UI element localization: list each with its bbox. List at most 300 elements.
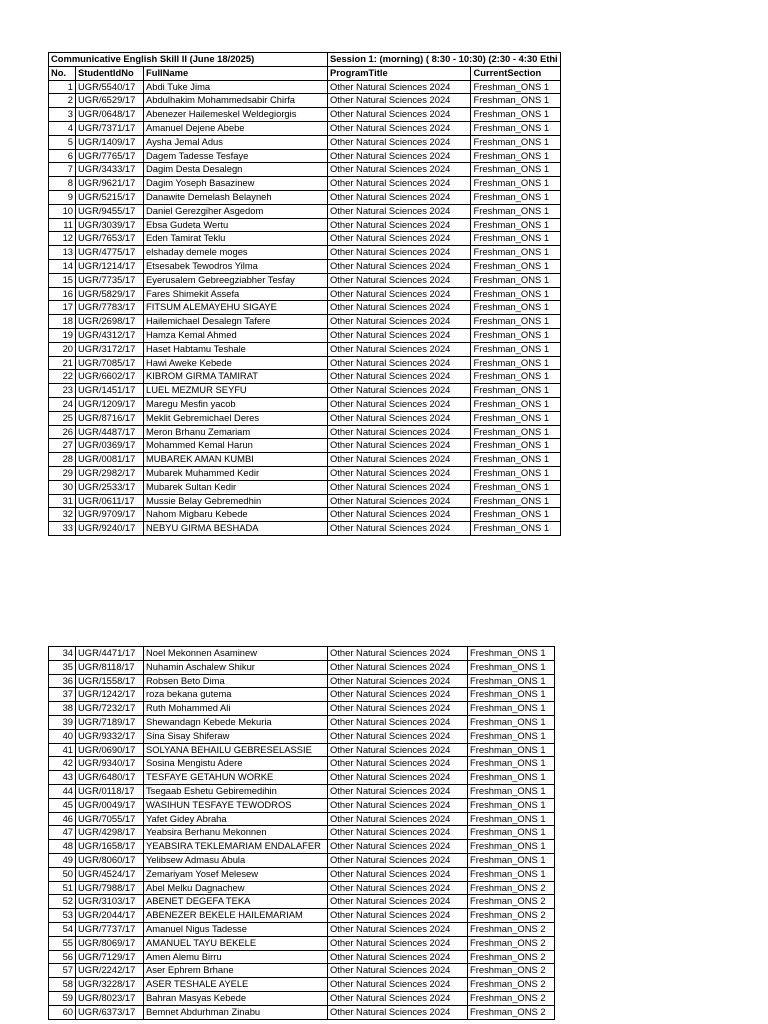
cell-student-id[interactable]: UGR/8069/17 bbox=[76, 936, 144, 950]
cell-current-section[interactable]: Freshman_ONS 1 bbox=[471, 259, 560, 273]
cell-program-title[interactable]: Other Natural Sciences 2024 bbox=[328, 922, 468, 936]
cell-student-id[interactable]: UGR/2698/17 bbox=[76, 315, 144, 329]
cell-program-title[interactable]: Other Natural Sciences 2024 bbox=[328, 647, 468, 661]
cell-program-title[interactable]: Other Natural Sciences 2024 bbox=[328, 909, 468, 923]
cell-full-name[interactable]: Haset Habtamu Teshale bbox=[144, 342, 328, 356]
cell-no[interactable]: 49 bbox=[49, 853, 76, 867]
cell-current-section[interactable]: Freshman_ONS 2 bbox=[468, 881, 555, 895]
cell-program-title[interactable]: Other Natural Sciences 2024 bbox=[328, 232, 471, 246]
cell-current-section[interactable]: Freshman_ONS 1 bbox=[471, 439, 560, 453]
cell-current-section[interactable]: Freshman_ONS 1 bbox=[471, 177, 560, 191]
cell-full-name[interactable]: Meron Brhanu Zemariam bbox=[144, 425, 328, 439]
cell-current-section[interactable]: Freshman_ONS 1 bbox=[471, 108, 560, 122]
cell-full-name[interactable]: ASER TESHALE AYELE bbox=[144, 978, 328, 992]
cell-no[interactable]: 51 bbox=[49, 881, 76, 895]
cell-current-section[interactable]: Freshman_ONS 1 bbox=[471, 190, 560, 204]
cell-full-name[interactable]: AMANUEL TAYU BEKELE bbox=[144, 936, 328, 950]
cell-no[interactable]: 21 bbox=[49, 356, 76, 370]
cell-current-section[interactable]: Freshman_ONS 1 bbox=[471, 370, 560, 384]
cell-student-id[interactable]: UGR/9621/17 bbox=[76, 177, 144, 191]
cell-student-id[interactable]: UGR/7988/17 bbox=[76, 881, 144, 895]
cell-program-title[interactable]: Other Natural Sciences 2024 bbox=[328, 108, 471, 122]
cell-current-section[interactable]: Freshman_ONS 1 bbox=[471, 508, 560, 522]
cell-program-title[interactable]: Other Natural Sciences 2024 bbox=[328, 287, 471, 301]
cell-full-name[interactable]: Mubarek Muhammed Kedir bbox=[144, 466, 328, 480]
cell-current-section[interactable]: Freshman_ONS 1 bbox=[471, 411, 560, 425]
cell-program-title[interactable]: Other Natural Sciences 2024 bbox=[328, 674, 468, 688]
cell-no[interactable]: 27 bbox=[49, 439, 76, 453]
cell-student-id[interactable]: UGR/0118/17 bbox=[76, 784, 144, 798]
cell-full-name[interactable]: Eyerusalem Gebreegziabher Tesfay bbox=[144, 273, 328, 287]
cell-no[interactable]: 19 bbox=[49, 328, 76, 342]
cell-full-name[interactable]: Hawi Aweke Kebede bbox=[144, 356, 328, 370]
cell-full-name[interactable]: Hailemichael Desalegn Tafere bbox=[144, 315, 328, 329]
cell-current-section[interactable]: Freshman_ONS 2 bbox=[468, 936, 555, 950]
cell-program-title[interactable]: Other Natural Sciences 2024 bbox=[328, 80, 471, 94]
cell-current-section[interactable]: Freshman_ONS 2 bbox=[468, 1005, 555, 1019]
cell-student-id[interactable]: UGR/0648/17 bbox=[76, 108, 144, 122]
cell-current-section[interactable]: Freshman_ONS 1 bbox=[471, 397, 560, 411]
cell-student-id[interactable]: UGR/5829/17 bbox=[76, 287, 144, 301]
cell-no[interactable]: 50 bbox=[49, 867, 76, 881]
cell-student-id[interactable]: UGR/7737/17 bbox=[76, 922, 144, 936]
cell-no[interactable]: 11 bbox=[49, 218, 76, 232]
cell-full-name[interactable]: SOLYANA BEHAILU GEBRESELASSIE bbox=[144, 743, 328, 757]
cell-student-id[interactable]: UGR/4775/17 bbox=[76, 246, 144, 260]
cell-current-section[interactable]: Freshman_ONS 1 bbox=[468, 798, 555, 812]
cell-no[interactable]: 2 bbox=[49, 94, 76, 108]
cell-program-title[interactable]: Other Natural Sciences 2024 bbox=[328, 384, 471, 398]
header-current-section[interactable]: CurrentSection bbox=[471, 66, 560, 80]
cell-current-section[interactable]: Freshman_ONS 1 bbox=[471, 328, 560, 342]
cell-no[interactable]: 30 bbox=[49, 480, 76, 494]
cell-current-section[interactable]: Freshman_ONS 1 bbox=[471, 494, 560, 508]
cell-full-name[interactable]: WASIHUN TESFAYE TEWODROS bbox=[144, 798, 328, 812]
header-program-title[interactable]: ProgramTitle bbox=[328, 66, 471, 80]
cell-program-title[interactable]: Other Natural Sciences 2024 bbox=[328, 853, 468, 867]
cell-full-name[interactable]: ABENEZER BEKELE HAILEMARIAM bbox=[144, 909, 328, 923]
cell-no[interactable]: 26 bbox=[49, 425, 76, 439]
cell-program-title[interactable]: Other Natural Sciences 2024 bbox=[328, 757, 468, 771]
cell-program-title[interactable]: Other Natural Sciences 2024 bbox=[328, 315, 471, 329]
cell-full-name[interactable]: MUBAREK AMAN KUMBI bbox=[144, 453, 328, 467]
cell-full-name[interactable]: YEABSIRA TEKLEMARIAM ENDALAFER bbox=[144, 840, 328, 854]
cell-no[interactable]: 37 bbox=[49, 688, 76, 702]
cell-current-section[interactable]: Freshman_ONS 1 bbox=[468, 660, 555, 674]
cell-no[interactable]: 10 bbox=[49, 204, 76, 218]
cell-program-title[interactable]: Other Natural Sciences 2024 bbox=[328, 991, 468, 1005]
cell-full-name[interactable]: ABENET DEGEFA TEKA bbox=[144, 895, 328, 909]
cell-full-name[interactable]: Daniel Gerezgiher Asgedom bbox=[144, 204, 328, 218]
cell-no[interactable]: 3 bbox=[49, 108, 76, 122]
cell-student-id[interactable]: UGR/9455/17 bbox=[76, 204, 144, 218]
cell-student-id[interactable]: UGR/1451/17 bbox=[76, 384, 144, 398]
cell-program-title[interactable]: Other Natural Sciences 2024 bbox=[328, 895, 468, 909]
cell-program-title[interactable]: Other Natural Sciences 2024 bbox=[328, 688, 468, 702]
cell-no[interactable]: 24 bbox=[49, 397, 76, 411]
cell-current-section[interactable]: Freshman_ONS 1 bbox=[471, 149, 560, 163]
cell-full-name[interactable]: Noel Mekonnen Asaminew bbox=[144, 647, 328, 661]
cell-current-section[interactable]: Freshman_ONS 1 bbox=[468, 688, 555, 702]
header-student-id[interactable]: StudentIdNo bbox=[76, 66, 144, 80]
cell-no[interactable]: 42 bbox=[49, 757, 76, 771]
cell-program-title[interactable]: Other Natural Sciences 2024 bbox=[328, 771, 468, 785]
cell-program-title[interactable]: Other Natural Sciences 2024 bbox=[328, 660, 468, 674]
cell-no[interactable]: 23 bbox=[49, 384, 76, 398]
cell-current-section[interactable]: Freshman_ONS 1 bbox=[468, 812, 555, 826]
cell-student-id[interactable]: UGR/3172/17 bbox=[76, 342, 144, 356]
cell-no[interactable]: 22 bbox=[49, 370, 76, 384]
cell-program-title[interactable]: Other Natural Sciences 2024 bbox=[328, 121, 471, 135]
cell-program-title[interactable]: Other Natural Sciences 2024 bbox=[328, 950, 468, 964]
cell-program-title[interactable]: Other Natural Sciences 2024 bbox=[328, 480, 471, 494]
cell-student-id[interactable]: UGR/3039/17 bbox=[76, 218, 144, 232]
cell-student-id[interactable]: UGR/7765/17 bbox=[76, 149, 144, 163]
cell-no[interactable]: 43 bbox=[49, 771, 76, 785]
cell-no[interactable]: 7 bbox=[49, 163, 76, 177]
cell-full-name[interactable]: Yafet Gidey Abraha bbox=[144, 812, 328, 826]
cell-program-title[interactable]: Other Natural Sciences 2024 bbox=[328, 177, 471, 191]
cell-program-title[interactable]: Other Natural Sciences 2024 bbox=[328, 425, 471, 439]
cell-current-section[interactable]: Freshman_ONS 1 bbox=[471, 301, 560, 315]
cell-current-section[interactable]: Freshman_ONS 1 bbox=[471, 453, 560, 467]
cell-current-section[interactable]: Freshman_ONS 1 bbox=[471, 80, 560, 94]
cell-no[interactable]: 28 bbox=[49, 453, 76, 467]
cell-student-id[interactable]: UGR/4524/17 bbox=[76, 867, 144, 881]
cell-student-id[interactable]: UGR/0049/17 bbox=[76, 798, 144, 812]
cell-full-name[interactable]: Mohammed Kemal Harun bbox=[144, 439, 328, 453]
cell-current-section[interactable]: Freshman_ONS 2 bbox=[468, 991, 555, 1005]
cell-full-name[interactable]: Tsegaab Eshetu Gebiremedihin bbox=[144, 784, 328, 798]
cell-student-id[interactable]: UGR/7653/17 bbox=[76, 232, 144, 246]
cell-current-section[interactable]: Freshman_ONS 1 bbox=[468, 853, 555, 867]
cell-student-id[interactable]: UGR/6480/17 bbox=[76, 771, 144, 785]
cell-current-section[interactable]: Freshman_ONS 1 bbox=[468, 715, 555, 729]
cell-no[interactable]: 15 bbox=[49, 273, 76, 287]
cell-no[interactable]: 20 bbox=[49, 342, 76, 356]
cell-program-title[interactable]: Other Natural Sciences 2024 bbox=[328, 453, 471, 467]
cell-program-title[interactable]: Other Natural Sciences 2024 bbox=[328, 881, 468, 895]
cell-full-name[interactable]: Ruth Mohammed Ali bbox=[144, 702, 328, 716]
cell-full-name[interactable]: Dagim Yoseph Basazinew bbox=[144, 177, 328, 191]
cell-no[interactable]: 33 bbox=[49, 522, 76, 536]
cell-no[interactable]: 40 bbox=[49, 729, 76, 743]
cell-student-id[interactable]: UGR/7371/17 bbox=[76, 121, 144, 135]
cell-no[interactable]: 18 bbox=[49, 315, 76, 329]
cell-no[interactable]: 29 bbox=[49, 466, 76, 480]
cell-program-title[interactable]: Other Natural Sciences 2024 bbox=[328, 522, 471, 536]
cell-student-id[interactable]: UGR/1214/17 bbox=[76, 259, 144, 273]
cell-full-name[interactable]: Ebsa Gudeta Wertu bbox=[144, 218, 328, 232]
cell-full-name[interactable]: Nuhamin Aschalew Shikur bbox=[144, 660, 328, 674]
cell-full-name[interactable]: roza bekana gutema bbox=[144, 688, 328, 702]
cell-program-title[interactable]: Other Natural Sciences 2024 bbox=[328, 840, 468, 854]
cell-no[interactable]: 16 bbox=[49, 287, 76, 301]
cell-program-title[interactable]: Other Natural Sciences 2024 bbox=[328, 163, 471, 177]
cell-program-title[interactable]: Other Natural Sciences 2024 bbox=[328, 1005, 468, 1019]
cell-student-id[interactable]: UGR/2242/17 bbox=[76, 964, 144, 978]
cell-student-id[interactable]: UGR/4312/17 bbox=[76, 328, 144, 342]
cell-no[interactable]: 35 bbox=[49, 660, 76, 674]
cell-no[interactable]: 4 bbox=[49, 121, 76, 135]
cell-full-name[interactable]: Zemariyam Yosef Melesew bbox=[144, 867, 328, 881]
cell-no[interactable]: 44 bbox=[49, 784, 76, 798]
cell-current-section[interactable]: Freshman_ONS 1 bbox=[468, 647, 555, 661]
cell-no[interactable]: 46 bbox=[49, 812, 76, 826]
cell-program-title[interactable]: Other Natural Sciences 2024 bbox=[328, 729, 468, 743]
cell-program-title[interactable]: Other Natural Sciences 2024 bbox=[328, 411, 471, 425]
cell-current-section[interactable]: Freshman_ONS 2 bbox=[468, 909, 555, 923]
cell-no[interactable]: 38 bbox=[49, 702, 76, 716]
cell-no[interactable]: 48 bbox=[49, 840, 76, 854]
cell-current-section[interactable]: Freshman_ONS 1 bbox=[471, 135, 560, 149]
cell-current-section[interactable]: Freshman_ONS 1 bbox=[471, 425, 560, 439]
cell-student-id[interactable]: UGR/3433/17 bbox=[76, 163, 144, 177]
cell-full-name[interactable]: Danawite Demelash Belayneh bbox=[144, 190, 328, 204]
cell-full-name[interactable]: Nahom Migbaru Kebede bbox=[144, 508, 328, 522]
cell-full-name[interactable]: Eden Tamirat Teklu bbox=[144, 232, 328, 246]
cell-full-name[interactable]: NEBYU GIRMA BESHADA bbox=[144, 522, 328, 536]
cell-program-title[interactable]: Other Natural Sciences 2024 bbox=[328, 466, 471, 480]
cell-program-title[interactable]: Other Natural Sciences 2024 bbox=[328, 798, 468, 812]
cell-full-name[interactable]: Meklit Gebremichael Deres bbox=[144, 411, 328, 425]
cell-current-section[interactable]: Freshman_ONS 2 bbox=[468, 964, 555, 978]
cell-no[interactable]: 9 bbox=[49, 190, 76, 204]
cell-no[interactable]: 56 bbox=[49, 950, 76, 964]
cell-full-name[interactable]: KIBROM GIRMA TAMIRAT bbox=[144, 370, 328, 384]
cell-current-section[interactable]: Freshman_ONS 1 bbox=[471, 480, 560, 494]
cell-student-id[interactable]: UGR/1658/17 bbox=[76, 840, 144, 854]
cell-program-title[interactable]: Other Natural Sciences 2024 bbox=[328, 784, 468, 798]
cell-program-title[interactable]: Other Natural Sciences 2024 bbox=[328, 218, 471, 232]
cell-no[interactable]: 57 bbox=[49, 964, 76, 978]
cell-no[interactable]: 17 bbox=[49, 301, 76, 315]
cell-program-title[interactable]: Other Natural Sciences 2024 bbox=[328, 439, 471, 453]
cell-student-id[interactable]: UGR/7783/17 bbox=[76, 301, 144, 315]
cell-full-name[interactable]: Dagem Tadesse Tesfaye bbox=[144, 149, 328, 163]
cell-program-title[interactable]: Other Natural Sciences 2024 bbox=[328, 494, 471, 508]
cell-program-title[interactable]: Other Natural Sciences 2024 bbox=[328, 743, 468, 757]
cell-no[interactable]: 1 bbox=[49, 80, 76, 94]
cell-student-id[interactable]: UGR/1558/17 bbox=[76, 674, 144, 688]
cell-student-id[interactable]: UGR/1209/17 bbox=[76, 397, 144, 411]
cell-full-name[interactable]: Bahran Masyas Kebede bbox=[144, 991, 328, 1005]
cell-no[interactable]: 6 bbox=[49, 149, 76, 163]
cell-program-title[interactable]: Other Natural Sciences 2024 bbox=[328, 246, 471, 260]
cell-program-title[interactable]: Other Natural Sciences 2024 bbox=[328, 342, 471, 356]
cell-no[interactable]: 45 bbox=[49, 798, 76, 812]
cell-no[interactable]: 14 bbox=[49, 259, 76, 273]
cell-full-name[interactable]: Robsen Beto Dima bbox=[144, 674, 328, 688]
cell-student-id[interactable]: UGR/5540/17 bbox=[76, 80, 144, 94]
cell-full-name[interactable]: TESFAYE GETAHUN WORKE bbox=[144, 771, 328, 785]
cell-student-id[interactable]: UGR/5215/17 bbox=[76, 190, 144, 204]
cell-no[interactable]: 31 bbox=[49, 494, 76, 508]
cell-program-title[interactable]: Other Natural Sciences 2024 bbox=[328, 259, 471, 273]
cell-current-section[interactable]: Freshman_ONS 1 bbox=[468, 784, 555, 798]
cell-no[interactable]: 58 bbox=[49, 978, 76, 992]
cell-student-id[interactable]: UGR/1242/17 bbox=[76, 688, 144, 702]
cell-full-name[interactable]: Amanuel Dejene Abebe bbox=[144, 121, 328, 135]
cell-full-name[interactable]: Hamza Kemal Ahmed bbox=[144, 328, 328, 342]
cell-full-name[interactable]: Maregu Mesfin yacob bbox=[144, 397, 328, 411]
cell-current-section[interactable]: Freshman_ONS 1 bbox=[468, 840, 555, 854]
cell-current-section[interactable]: Freshman_ONS 1 bbox=[468, 729, 555, 743]
cell-no[interactable]: 55 bbox=[49, 936, 76, 950]
cell-current-section[interactable]: Freshman_ONS 1 bbox=[471, 342, 560, 356]
cell-current-section[interactable]: Freshman_ONS 1 bbox=[471, 356, 560, 370]
header-no[interactable]: No. bbox=[49, 66, 76, 80]
cell-full-name[interactable]: FITSUM ALEMAYEHU SIGAYE bbox=[144, 301, 328, 315]
cell-student-id[interactable]: UGR/6602/17 bbox=[76, 370, 144, 384]
cell-no[interactable]: 34 bbox=[49, 647, 76, 661]
cell-program-title[interactable]: Other Natural Sciences 2024 bbox=[328, 273, 471, 287]
cell-student-id[interactable]: UGR/9332/17 bbox=[76, 729, 144, 743]
cell-program-title[interactable]: Other Natural Sciences 2024 bbox=[328, 204, 471, 218]
cell-student-id[interactable]: UGR/6529/17 bbox=[76, 94, 144, 108]
cell-current-section[interactable]: Freshman_ONS 2 bbox=[468, 950, 555, 964]
cell-student-id[interactable]: UGR/2533/17 bbox=[76, 480, 144, 494]
cell-program-title[interactable]: Other Natural Sciences 2024 bbox=[328, 702, 468, 716]
cell-student-id[interactable]: UGR/3228/17 bbox=[76, 978, 144, 992]
cell-student-id[interactable]: UGR/2044/17 bbox=[76, 909, 144, 923]
cell-current-section[interactable]: Freshman_ONS 1 bbox=[471, 94, 560, 108]
cell-full-name[interactable]: Dagim Desta Desalegn bbox=[144, 163, 328, 177]
cell-current-section[interactable]: Freshman_ONS 2 bbox=[468, 895, 555, 909]
cell-student-id[interactable]: UGR/4471/17 bbox=[76, 647, 144, 661]
cell-student-id[interactable]: UGR/6373/17 bbox=[76, 1005, 144, 1019]
cell-program-title[interactable]: Other Natural Sciences 2024 bbox=[328, 397, 471, 411]
cell-no[interactable]: 25 bbox=[49, 411, 76, 425]
cell-full-name[interactable]: Bemnet Abdurhman Zinabu bbox=[144, 1005, 328, 1019]
cell-program-title[interactable]: Other Natural Sciences 2024 bbox=[328, 94, 471, 108]
cell-current-section[interactable]: Freshman_ONS 1 bbox=[471, 384, 560, 398]
cell-program-title[interactable]: Other Natural Sciences 2024 bbox=[328, 978, 468, 992]
cell-student-id[interactable]: UGR/7085/17 bbox=[76, 356, 144, 370]
cell-student-id[interactable]: UGR/1409/17 bbox=[76, 135, 144, 149]
cell-no[interactable]: 32 bbox=[49, 508, 76, 522]
cell-full-name[interactable]: Amanuel Nigus Tadesse bbox=[144, 922, 328, 936]
cell-no[interactable]: 54 bbox=[49, 922, 76, 936]
cell-full-name[interactable]: elshaday demele moges bbox=[144, 246, 328, 260]
cell-student-id[interactable]: UGR/7055/17 bbox=[76, 812, 144, 826]
cell-student-id[interactable]: UGR/8023/17 bbox=[76, 991, 144, 1005]
cell-student-id[interactable]: UGR/9709/17 bbox=[76, 508, 144, 522]
cell-full-name[interactable]: Abenezer Hailemeskel Weldegiorgis bbox=[144, 108, 328, 122]
cell-program-title[interactable]: Other Natural Sciences 2024 bbox=[328, 826, 468, 840]
cell-current-section[interactable]: Freshman_ONS 1 bbox=[471, 522, 560, 536]
cell-current-section[interactable]: Freshman_ONS 1 bbox=[468, 674, 555, 688]
cell-no[interactable]: 36 bbox=[49, 674, 76, 688]
cell-current-section[interactable]: Freshman_ONS 1 bbox=[468, 757, 555, 771]
cell-current-section[interactable]: Freshman_ONS 1 bbox=[468, 826, 555, 840]
cell-full-name[interactable]: Sosina Mengistu Adere bbox=[144, 757, 328, 771]
cell-program-title[interactable]: Other Natural Sciences 2024 bbox=[328, 301, 471, 315]
cell-current-section[interactable]: Freshman_ONS 1 bbox=[471, 466, 560, 480]
cell-program-title[interactable]: Other Natural Sciences 2024 bbox=[328, 508, 471, 522]
cell-current-section[interactable]: Freshman_ONS 1 bbox=[468, 867, 555, 881]
cell-student-id[interactable]: UGR/7189/17 bbox=[76, 715, 144, 729]
cell-full-name[interactable]: Abdi Tuke Jima bbox=[144, 80, 328, 94]
cell-current-section[interactable]: Freshman_ONS 1 bbox=[471, 273, 560, 287]
cell-no[interactable]: 52 bbox=[49, 895, 76, 909]
cell-no[interactable]: 41 bbox=[49, 743, 76, 757]
cell-no[interactable]: 53 bbox=[49, 909, 76, 923]
cell-student-id[interactable]: UGR/4487/17 bbox=[76, 425, 144, 439]
cell-current-section[interactable]: Freshman_ONS 1 bbox=[471, 121, 560, 135]
cell-program-title[interactable]: Other Natural Sciences 2024 bbox=[328, 328, 471, 342]
cell-student-id[interactable]: UGR/4298/17 bbox=[76, 826, 144, 840]
cell-full-name[interactable]: Aser Ephrem Brhane bbox=[144, 964, 328, 978]
cell-program-title[interactable]: Other Natural Sciences 2024 bbox=[328, 149, 471, 163]
cell-current-section[interactable]: Freshman_ONS 1 bbox=[471, 204, 560, 218]
cell-student-id[interactable]: UGR/2982/17 bbox=[76, 466, 144, 480]
cell-student-id[interactable]: UGR/0081/17 bbox=[76, 453, 144, 467]
cell-no[interactable]: 59 bbox=[49, 991, 76, 1005]
cell-student-id[interactable]: UGR/8060/17 bbox=[76, 853, 144, 867]
cell-full-name[interactable]: Fares Shimekit Assefa bbox=[144, 287, 328, 301]
cell-no[interactable]: 5 bbox=[49, 135, 76, 149]
cell-full-name[interactable]: Shewandagn Kebede Mekuria bbox=[144, 715, 328, 729]
cell-current-section[interactable]: Freshman_ONS 1 bbox=[471, 246, 560, 260]
cell-program-title[interactable]: Other Natural Sciences 2024 bbox=[328, 812, 468, 826]
cell-no[interactable]: 39 bbox=[49, 715, 76, 729]
cell-program-title[interactable]: Other Natural Sciences 2024 bbox=[328, 936, 468, 950]
header-full-name[interactable]: FullName bbox=[144, 66, 328, 80]
cell-program-title[interactable]: Other Natural Sciences 2024 bbox=[328, 190, 471, 204]
cell-student-id[interactable]: UGR/9240/17 bbox=[76, 522, 144, 536]
cell-no[interactable]: 12 bbox=[49, 232, 76, 246]
cell-student-id[interactable]: UGR/0369/17 bbox=[76, 439, 144, 453]
cell-program-title[interactable]: Other Natural Sciences 2024 bbox=[328, 715, 468, 729]
cell-no[interactable]: 8 bbox=[49, 177, 76, 191]
cell-student-id[interactable]: UGR/3103/17 bbox=[76, 895, 144, 909]
cell-student-id[interactable]: UGR/0690/17 bbox=[76, 743, 144, 757]
cell-current-section[interactable]: Freshman_ONS 1 bbox=[468, 771, 555, 785]
cell-full-name[interactable]: Sina Sisay Shiferaw bbox=[144, 729, 328, 743]
cell-full-name[interactable]: Yeabsira Berhanu Mekonnen bbox=[144, 826, 328, 840]
cell-current-section[interactable]: Freshman_ONS 1 bbox=[471, 232, 560, 246]
cell-student-id[interactable]: UGR/7735/17 bbox=[76, 273, 144, 287]
cell-student-id[interactable]: UGR/8118/17 bbox=[76, 660, 144, 674]
cell-current-section[interactable]: Freshman_ONS 1 bbox=[468, 743, 555, 757]
cell-program-title[interactable]: Other Natural Sciences 2024 bbox=[328, 370, 471, 384]
cell-no[interactable]: 60 bbox=[49, 1005, 76, 1019]
cell-full-name[interactable]: LUEL MEZMUR SEYFU bbox=[144, 384, 328, 398]
cell-full-name[interactable]: Abel Melku Dagnachew bbox=[144, 881, 328, 895]
cell-full-name[interactable]: Mussie Belay Gebremedhin bbox=[144, 494, 328, 508]
cell-full-name[interactable]: Etsesabek Tewodros Yilma bbox=[144, 259, 328, 273]
session-info[interactable]: Session 1: (morning) ( 8:30 - 10:30) (2:30 - 4:30 Ethi bbox=[328, 53, 561, 67]
cell-current-section[interactable]: Freshman_ONS 2 bbox=[468, 922, 555, 936]
cell-current-section[interactable]: Freshman_ONS 1 bbox=[471, 163, 560, 177]
cell-program-title[interactable]: Other Natural Sciences 2024 bbox=[328, 356, 471, 370]
cell-full-name[interactable]: Yelibsew Admasu Abula bbox=[144, 853, 328, 867]
cell-current-section[interactable]: Freshman_ONS 1 bbox=[471, 287, 560, 301]
cell-program-title[interactable]: Other Natural Sciences 2024 bbox=[328, 867, 468, 881]
cell-current-section[interactable]: Freshman_ONS 1 bbox=[471, 218, 560, 232]
cell-full-name[interactable]: Aysha Jemal Adus bbox=[144, 135, 328, 149]
cell-current-section[interactable]: Freshman_ONS 2 bbox=[468, 978, 555, 992]
cell-current-section[interactable]: Freshman_ONS 1 bbox=[471, 315, 560, 329]
cell-student-id[interactable]: UGR/7232/17 bbox=[76, 702, 144, 716]
cell-no[interactable]: 13 bbox=[49, 246, 76, 260]
cell-program-title[interactable]: Other Natural Sciences 2024 bbox=[328, 135, 471, 149]
course-title[interactable]: Communicative English Skill II (June 18/2025) bbox=[49, 53, 328, 67]
cell-student-id[interactable]: UGR/8716/17 bbox=[76, 411, 144, 425]
cell-full-name[interactable]: Amen Alemu Birru bbox=[144, 950, 328, 964]
cell-full-name[interactable]: Abdulhakim Mohammedsabir Chirfa bbox=[144, 94, 328, 108]
